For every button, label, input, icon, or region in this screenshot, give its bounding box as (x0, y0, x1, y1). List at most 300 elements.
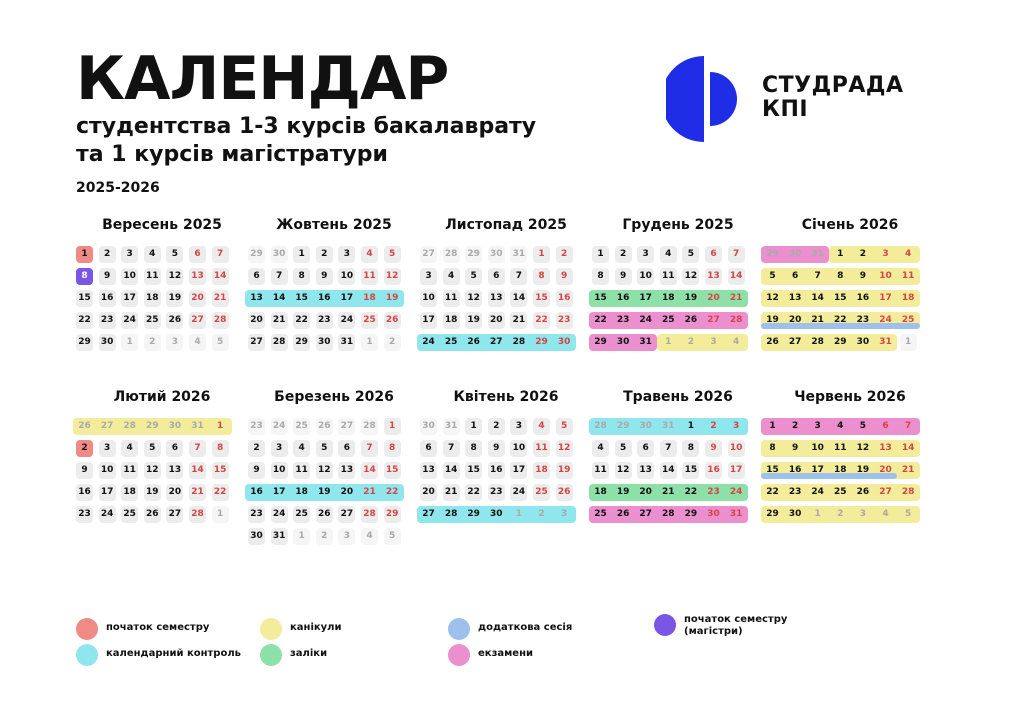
legend-swatch-icon (448, 618, 470, 640)
day-cell: 13 (420, 462, 437, 479)
day-cell: 30 (616, 337, 630, 347)
day-cell: 1 (515, 509, 523, 519)
day-cell: 28 (212, 312, 229, 329)
day-cell: 8 (465, 440, 482, 457)
legend-label: календарний контроль (106, 648, 241, 659)
day-cell: 27 (788, 337, 802, 347)
day-cell: 31 (271, 528, 288, 545)
day-cell: 7 (443, 440, 460, 457)
day-cell: 4 (837, 421, 844, 431)
day-cell: 7 (189, 440, 206, 457)
day-cell: 25 (834, 487, 847, 497)
day-cell: 26 (467, 337, 480, 347)
legend-label: заліки (290, 648, 328, 659)
day-cell: 20 (639, 487, 652, 497)
day-cell: 2 (791, 421, 799, 431)
day-cell: 28 (443, 246, 460, 263)
day-cell: 18 (594, 487, 607, 497)
day-cell: 29 (834, 337, 847, 347)
day-cell: 8 (76, 268, 93, 285)
day-cell: 21 (189, 484, 206, 501)
day-cell: 15 (766, 465, 779, 475)
month-calendar (592, 214, 764, 366)
day-cell: 28 (512, 337, 526, 347)
month-name: Травень 2026 (623, 389, 733, 405)
day-cell: 8 (682, 440, 699, 457)
day-cell: 25 (662, 315, 675, 325)
day-cell: 13 (189, 268, 206, 285)
day-cell: 18 (443, 312, 460, 329)
day-cell: 28 (123, 421, 136, 431)
day-cell: 26 (766, 337, 779, 347)
day-cell: 30 (420, 418, 437, 435)
day-cell: 9 (556, 268, 573, 285)
day-cell: 29 (293, 334, 310, 351)
day-cell: 6 (637, 440, 654, 457)
day-cell: 2 (710, 421, 717, 431)
day-cell: 14 (660, 462, 677, 479)
day-cell: 7 (728, 246, 745, 263)
day-cell: 19 (684, 293, 698, 303)
day-cell: 27 (189, 312, 206, 329)
month-name: Червень 2026 (794, 389, 906, 405)
day-cell: 30 (788, 509, 802, 519)
day-cell: 29 (684, 509, 698, 519)
month-name: Квітень 2026 (453, 389, 559, 405)
day-cell: 20 (707, 293, 720, 303)
day-cell: 27 (338, 418, 355, 435)
day-cell: 20 (189, 290, 206, 307)
day-cell: 24 (879, 315, 892, 325)
day-cell: 8 (384, 440, 401, 457)
day-cell: 10 (510, 440, 527, 457)
day-cell: 17 (510, 462, 527, 479)
day-cell: 22 (76, 312, 93, 329)
day-cell: 23 (556, 312, 573, 329)
day-cell: 26 (684, 315, 698, 325)
legend-swatch-icon (448, 644, 470, 666)
day-cell: 13 (166, 462, 183, 479)
day-cell: 31 (639, 337, 652, 347)
day-cell: 16 (705, 462, 722, 479)
day-cell: 21 (443, 484, 460, 501)
day-cell: 30 (490, 509, 503, 519)
day-cell: 3 (814, 421, 821, 431)
day-cell: 13 (879, 443, 892, 453)
day-cell: 10 (811, 443, 824, 453)
day-cell: 4 (293, 440, 310, 457)
day-cell: 12 (682, 268, 699, 285)
legend-swatch-icon (76, 618, 98, 640)
month-name: Січень 2026 (801, 217, 899, 233)
day-cell: 25 (293, 418, 310, 435)
day-cell: 24 (422, 337, 435, 347)
day-cell: 4 (732, 337, 740, 347)
day-cell: 14 (189, 462, 206, 479)
day-cell: 30 (788, 249, 802, 259)
day-cell: 1 (361, 334, 378, 351)
day-cell: 27 (422, 509, 435, 519)
month-name: Лютий 2026 (113, 389, 211, 405)
day-cell: 30 (488, 246, 505, 263)
day-cell: 2 (837, 509, 844, 519)
day-cell: 14 (443, 462, 460, 479)
day-cell: 11 (834, 443, 847, 453)
day-cell: 11 (293, 462, 310, 479)
day-cell: 13 (637, 462, 654, 479)
day-cell: 10 (879, 271, 892, 281)
day-cell: 17 (639, 293, 652, 303)
day-cell: 26 (78, 421, 91, 431)
day-cell: 28 (361, 506, 378, 523)
day-cell: 26 (616, 509, 630, 519)
day-cell: 31 (338, 334, 355, 351)
day-cell: 30 (248, 528, 265, 545)
day-cell: 27 (248, 334, 265, 351)
day-cell: 4 (189, 334, 206, 351)
day-cell: 6 (882, 421, 889, 431)
month-grid (420, 246, 592, 366)
month-grid (592, 418, 764, 538)
day-cell: 1 (465, 418, 482, 435)
page-subtitle (76, 113, 636, 169)
day-cell: 27 (166, 506, 183, 523)
day-cell: 19 (616, 487, 630, 497)
day-cell: 25 (444, 337, 458, 347)
day-cell: 14 (510, 290, 527, 307)
day-cell: 31 (510, 246, 527, 263)
day-cell: 21 (510, 312, 527, 329)
day-cell: 28 (901, 487, 915, 497)
day-cell: 21 (662, 487, 675, 497)
day-cell: 18 (662, 293, 675, 303)
day-cell: 5 (904, 509, 912, 519)
day-cell: 29 (146, 421, 159, 431)
day-cell: 4 (592, 440, 609, 457)
day-cell: 29 (465, 246, 482, 263)
day-cell: 7 (212, 246, 229, 263)
day-cell: 28 (594, 421, 607, 431)
day-cell: 29 (594, 337, 607, 347)
day-cell: 25 (121, 506, 138, 523)
day-cell: 14 (901, 443, 915, 453)
day-cell: 29 (535, 337, 548, 347)
day-cell: 1 (665, 337, 672, 347)
day-cell: 4 (904, 249, 912, 259)
day-cell: 5 (682, 246, 699, 263)
day-cell: 24 (99, 506, 116, 523)
day-cell: 27 (490, 337, 503, 347)
legend-label: початок семестру (106, 622, 210, 633)
academic-years: 2025-2026 (76, 180, 160, 196)
day-cell: 16 (99, 290, 116, 307)
day-cell: 6 (166, 440, 183, 457)
month-name: Грудень 2025 (622, 217, 734, 233)
day-cell: 27 (879, 487, 892, 497)
legend-swatch-icon (260, 618, 282, 640)
day-cell: 16 (250, 487, 263, 497)
day-cell: 10 (637, 268, 654, 285)
day-cell: 30 (557, 337, 571, 347)
day-cell: 30 (271, 246, 288, 263)
day-cell: 13 (488, 290, 505, 307)
month-calendar (764, 214, 936, 366)
studrada-logo (666, 52, 966, 142)
day-cell: 10 (338, 268, 355, 285)
day-cell: 1 (293, 528, 310, 545)
day-cell: 26 (316, 506, 333, 523)
day-cell: 19 (856, 465, 870, 475)
day-cell: 19 (318, 487, 331, 497)
day-cell: 23 (76, 506, 93, 523)
day-cell: 15 (465, 462, 482, 479)
legend-label: екзамени (478, 648, 533, 659)
page-title: КАЛЕНДАР (76, 44, 449, 114)
day-cell: 14 (811, 293, 824, 303)
day-cell: 5 (144, 440, 161, 457)
day-cell: 3 (271, 440, 288, 457)
month-grid (420, 418, 592, 538)
day-cell: 25 (293, 506, 310, 523)
day-cell: 8 (533, 268, 550, 285)
day-cell: 1 (769, 421, 776, 431)
day-cell: 5 (384, 528, 401, 545)
day-cell: 31 (811, 249, 824, 259)
day-cell: 5 (212, 334, 229, 351)
month-grid (76, 418, 248, 538)
day-cell: 24 (338, 312, 355, 329)
day-cell: 24 (121, 312, 138, 329)
day-cell: 30 (99, 334, 116, 351)
day-cell: 20 (420, 484, 437, 501)
day-cell: 5 (556, 418, 573, 435)
day-cell: 4 (361, 246, 378, 263)
day-cell: 9 (99, 268, 116, 285)
month-calendar (248, 214, 420, 366)
legend-swatch-icon (76, 644, 98, 666)
day-cell: 3 (560, 509, 568, 519)
day-cell: 3 (99, 440, 116, 457)
day-cell: 3 (859, 509, 867, 519)
day-cell: 26 (144, 506, 161, 523)
day-cell: 5 (465, 268, 482, 285)
day-cell: 2 (859, 249, 867, 259)
day-cell: 4 (443, 268, 460, 285)
day-cell: 28 (271, 334, 288, 351)
day-cell: 23 (248, 418, 265, 435)
day-cell: 15 (533, 290, 550, 307)
day-cell: 3 (166, 334, 183, 351)
day-cell: 8 (837, 271, 844, 281)
day-cell: 14 (361, 462, 378, 479)
day-cell: 11 (144, 268, 161, 285)
day-cell: 3 (882, 249, 889, 259)
day-cell: 29 (616, 421, 630, 431)
day-cell: 17 (879, 293, 892, 303)
day-cell: 4 (533, 418, 550, 435)
day-cell: 12 (556, 440, 573, 457)
day-cell: 7 (510, 268, 527, 285)
day-cell: 28 (729, 315, 743, 325)
month-grid (248, 418, 420, 541)
day-cell: 29 (384, 506, 401, 523)
day-cell: 16 (488, 462, 505, 479)
day-cell: 29 (766, 509, 779, 519)
day-cell: 20 (788, 315, 802, 325)
day-cell: 29 (248, 246, 265, 263)
day-cell: 18 (295, 487, 308, 497)
day-cell: 6 (488, 268, 505, 285)
day-cell: 30 (856, 337, 870, 347)
day-cell: 24 (271, 506, 288, 523)
day-cell: 25 (594, 509, 607, 519)
month-name: Вересень 2025 (102, 217, 222, 233)
day-cell: 3 (338, 528, 355, 545)
day-cell: 28 (811, 337, 824, 347)
day-cell: 13 (705, 268, 722, 285)
day-cell: 30 (168, 421, 182, 431)
month-name: Березень 2026 (274, 389, 394, 405)
day-cell: 4 (660, 246, 677, 263)
day-cell: 2 (384, 334, 401, 351)
day-cell: 6 (338, 440, 355, 457)
day-cell: 25 (901, 315, 915, 325)
day-cell: 6 (248, 268, 265, 285)
day-cell: 15 (76, 290, 93, 307)
day-cell: 22 (212, 484, 229, 501)
day-cell: 1 (121, 334, 138, 351)
day-cell: 31 (879, 337, 892, 347)
day-cell: 31 (443, 418, 460, 435)
day-cell: 1 (212, 506, 229, 523)
day-cell: 8 (769, 443, 776, 453)
day-cell: 26 (384, 312, 401, 329)
day-cell: 23 (316, 312, 333, 329)
day-cell: 2 (248, 440, 265, 457)
day-cell: 22 (594, 315, 607, 325)
day-cell: 15 (594, 293, 607, 303)
day-cell: 9 (615, 268, 632, 285)
day-cell: 10 (271, 462, 288, 479)
day-cell: 22 (684, 487, 698, 497)
day-cell: 23 (488, 484, 505, 501)
day-cell: 17 (272, 487, 286, 497)
day-cell: 11 (361, 268, 378, 285)
day-cell: 31 (729, 509, 743, 519)
legend-label: початок семестру (магістри) (684, 614, 788, 637)
day-cell: 22 (834, 315, 847, 325)
day-cell: 2 (316, 246, 333, 263)
day-cell: 12 (316, 462, 333, 479)
day-cell: 12 (166, 268, 183, 285)
day-cell: 28 (444, 509, 458, 519)
day-cell: 1 (814, 509, 821, 519)
day-cell: 26 (856, 487, 870, 497)
day-cell: 17 (99, 484, 116, 501)
day-cell: 1 (76, 246, 93, 263)
day-cell: 20 (248, 312, 265, 329)
day-cell: 12 (856, 443, 870, 453)
month-calendar (764, 386, 936, 538)
day-cell: 11 (443, 290, 460, 307)
month-grid (764, 246, 936, 366)
day-cell: 22 (465, 484, 482, 501)
day-cell: 11 (533, 440, 550, 457)
day-cell: 21 (811, 315, 824, 325)
day-cell: 5 (166, 246, 183, 263)
subtitle-line-1: студентства 1-3 курсів бакалаврату (76, 114, 537, 139)
day-cell: 5 (384, 246, 401, 263)
day-cell: 17 (340, 293, 354, 303)
day-cell: 1 (837, 249, 844, 259)
month-grid (76, 246, 248, 366)
day-cell: 3 (732, 421, 740, 431)
day-cell: 19 (556, 462, 573, 479)
day-cell: 10 (420, 290, 437, 307)
legend-label: додаткова сесія (478, 622, 573, 633)
day-cell: 13 (338, 462, 355, 479)
day-cell: 7 (814, 271, 821, 281)
day-cell: 28 (189, 506, 206, 523)
month-grid (592, 246, 764, 366)
day-cell: 4 (121, 440, 138, 457)
logo-line-2: КПІ (762, 97, 809, 122)
day-cell: 14 (212, 268, 229, 285)
day-cell: 2 (556, 246, 573, 263)
day-cell: 11 (901, 271, 915, 281)
day-cell: 21 (212, 290, 229, 307)
day-cell: 22 (293, 312, 310, 329)
day-cell: 10 (728, 440, 745, 457)
day-cell: 7 (361, 440, 378, 457)
day-cell: 9 (705, 440, 722, 457)
month-calendar (76, 214, 248, 366)
day-cell: 18 (901, 293, 915, 303)
day-cell: 9 (76, 462, 93, 479)
day-cell: 24 (811, 487, 824, 497)
day-cell: 2 (538, 509, 545, 519)
day-cell: 3 (510, 418, 527, 435)
day-cell: 24 (639, 315, 652, 325)
month-calendar (420, 386, 592, 538)
day-cell: 28 (662, 509, 675, 519)
day-cell: 19 (166, 290, 183, 307)
month-grid (764, 418, 936, 538)
day-cell: 8 (212, 440, 229, 457)
day-cell: 1 (384, 418, 401, 435)
day-cell: 12 (615, 462, 632, 479)
day-cell: 19 (385, 293, 399, 303)
day-cell: 15 (682, 462, 699, 479)
day-cell: 21 (363, 487, 376, 497)
day-cell: 27 (100, 421, 114, 431)
day-cell: 2 (687, 337, 695, 347)
day-cell: 15 (295, 293, 308, 303)
day-cell: 14 (728, 268, 745, 285)
day-cell: 27 (639, 509, 652, 519)
day-cell: 18 (121, 484, 138, 501)
day-cell: 22 (533, 312, 550, 329)
day-cell: 17 (811, 465, 824, 475)
day-cell: 6 (189, 246, 206, 263)
day-cell: 1 (533, 246, 550, 263)
day-cell: 9 (859, 271, 867, 281)
day-cell: 23 (616, 315, 630, 325)
day-cell: 12 (465, 290, 482, 307)
day-cell: 30 (707, 509, 720, 519)
day-cell: 20 (488, 312, 505, 329)
day-cell: 27 (338, 506, 355, 523)
